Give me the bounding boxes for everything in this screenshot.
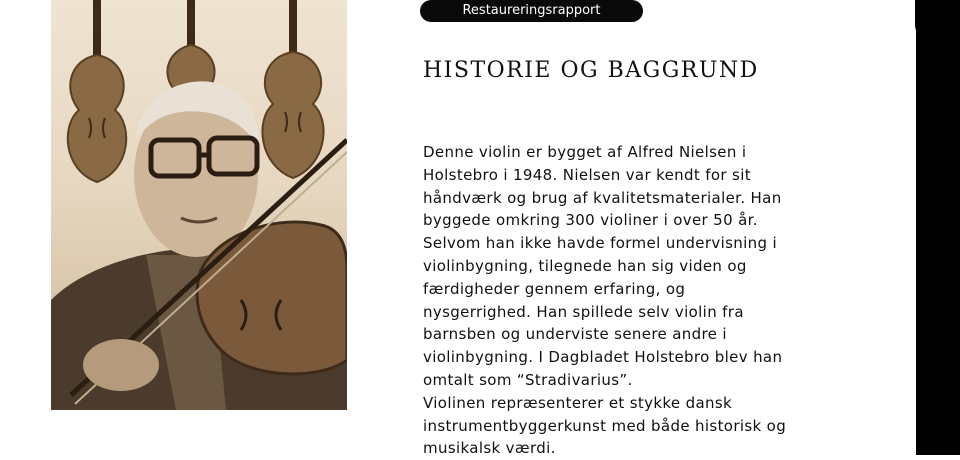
history-paragraph: Denne violin er bygget af Alfred Nielsen i Holstebro i 1948. Nielsen var kendt for sit håndværk og brug af kvalitetsmaterialer. Han byggede omkring 300 violiner i over 50 år. Selvom han ikke havde formel undervisning i violinbygning, tilegnede han sig viden og færdigheder gennem erfaring, og nysgerrighed. Han spillede selv violin fra barnsben og underviste senere andre i violinbygning. I Dagbladet Holstebro blev han omtalt som “Stradivarius”. (423, 143, 783, 389)
hanging-violin-right (262, 0, 323, 178)
section-heading: HISTORIE OG BAGGRUND (423, 58, 759, 83)
value-paragraph: Violinen repræsenterer et stykke dansk instrumentbyggerkunst med både historisk og musikalsk værdi. (423, 393, 787, 458)
hanging-violin-center (167, 0, 214, 88)
hanging-violin-left (68, 0, 126, 182)
violinmaker-portrait-photo (51, 0, 347, 410)
portrait-illustration (51, 0, 347, 410)
right-edge-band (915, 0, 960, 455)
restoration-report-badge: Restaureringsrapport (420, 0, 643, 22)
hand (83, 339, 159, 391)
history-body (423, 141, 795, 460)
